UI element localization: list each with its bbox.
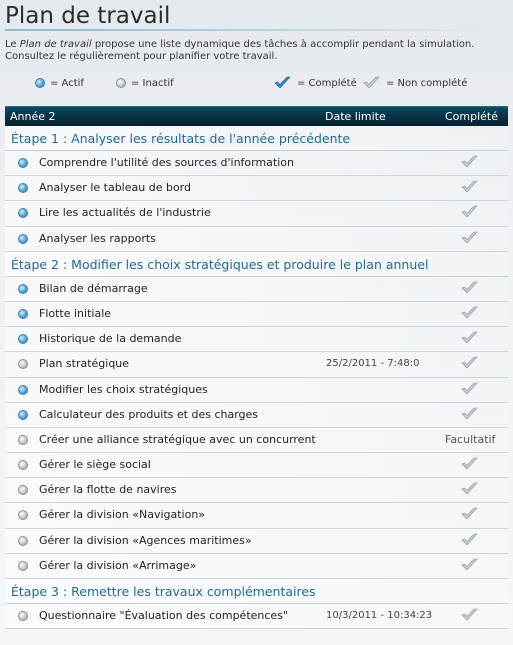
task-row[interactable] [5,554,508,579]
inactive-dot-icon [18,510,28,520]
checkmark-blue-icon [274,76,291,90]
checkmark-grey-icon [461,331,478,345]
section-step-3: Étape 3 : Remettre les travaux complémentaires [5,579,508,604]
intro-emphasis: Plan de travail [19,39,92,50]
task-deadline: 10/3/2011 - 10:34:23 [326,610,433,621]
task-row[interactable] [5,151,508,176]
header-year: Année 2 [10,110,56,123]
checkmark-grey-icon [461,205,478,219]
task-label[interactable]: Gérer la flotte de navires [39,483,177,497]
task-row[interactable] [5,327,508,352]
task-label[interactable]: Gérer le siège social [39,458,151,472]
task-list [5,126,508,629]
legend-active [35,74,84,92]
task-row[interactable] [5,201,508,226]
inactive-dot-icon [18,435,28,445]
active-dot-icon [18,158,28,168]
page-title: Plan de travail [5,3,171,29]
task-label[interactable]: Questionnaire "Évaluation des compétences" [39,609,288,622]
task-label[interactable]: Calculateur des produits et des charges [39,407,259,421]
task-label[interactable]: Analyser le tableau de bord [39,181,191,195]
task-label[interactable]: Historique de la demande [39,332,182,346]
task-label[interactable]: Flotte initiale [39,306,112,320]
legend-not-completed-label: = Non complété [386,77,468,89]
checkmark-grey-icon [461,482,478,496]
task-label[interactable]: Lire les actualités de l'industrie [39,206,211,220]
table-header [5,106,508,126]
task-row[interactable] [5,176,508,201]
inactive-dot-icon [18,359,28,369]
active-dot-icon [35,78,45,88]
inactive-dot-icon [18,485,28,495]
checkmark-grey-icon [461,180,478,194]
checkmark-grey-icon [461,507,478,521]
active-dot-icon [18,208,28,218]
task-row[interactable] [5,428,508,453]
task-row[interactable] [5,453,508,478]
header-completed: Complété [445,110,499,123]
intro-prefix: Le [5,39,20,50]
section-step-2: Étape 2 : Modifier les choix stratégiques et produire le plan annuel [5,252,508,277]
section-step-1: Étape 1 : Analyser les résultats de l'année précédente [5,126,508,151]
checkmark-grey-icon [461,231,478,245]
task-row[interactable] [5,378,508,403]
active-dot-icon [18,234,28,244]
legend-inactive [116,74,174,92]
task-label[interactable]: Gérer la division «Agences maritimes» [39,533,252,547]
task-deadline: 25/2/2011 - 7:48:0 [326,358,420,370]
active-dot-icon [18,410,28,420]
intro-suffix: propose une liste dynamique des tâches à accomplir pendant la simulation. Consultez le régulièrement pour planifier votre travail. [5,39,475,62]
checkmark-grey-icon [363,76,380,90]
checkmark-grey-icon [461,155,478,169]
task-label[interactable]: Gérer la division «Navigation» [39,508,206,522]
intro-text [5,39,505,63]
legend [0,74,513,94]
task-row[interactable] [5,403,508,428]
task-row[interactable] [5,529,508,554]
task-row[interactable] [5,352,508,377]
task-label[interactable]: Comprendre l'utilité des sources d'information [39,156,294,169]
inactive-dot-icon [116,78,126,88]
task-label[interactable]: Plan stratégique [39,357,130,371]
task-row[interactable] [5,604,508,629]
checkmark-grey-icon [461,382,478,396]
checkmark-grey-icon [461,356,478,370]
task-label[interactable]: Analyser les rapports [39,231,156,245]
active-dot-icon [18,334,28,344]
header-deadline: Date limite [325,110,386,123]
checkmark-grey-icon [461,281,478,295]
inactive-dot-icon [18,460,28,470]
checkmark-grey-icon [461,457,478,471]
task-row[interactable] [5,503,508,528]
checkmark-grey-icon [461,407,478,421]
task-row[interactable] [5,227,508,252]
task-label[interactable]: Modifier les choix stratégiques [39,382,208,396]
checkmark-grey-icon [461,533,478,547]
active-dot-icon [18,309,28,319]
active-dot-icon [18,284,28,294]
checkmark-grey-icon [461,608,478,622]
legend-inactive-label: = Inactif [131,77,174,89]
task-row[interactable] [5,277,508,302]
task-row[interactable] [5,302,508,327]
task-label[interactable]: Créer une alliance stratégique avec un concurrent [39,432,316,446]
inactive-dot-icon [18,536,28,546]
legend-active-label: = Actif [50,77,84,89]
active-dot-icon [18,385,28,395]
legend-completed-label: = Complété [297,77,357,89]
checkmark-grey-icon [461,306,478,320]
inactive-dot-icon [18,611,28,621]
checkmark-grey-icon [461,558,478,572]
task-label[interactable]: Bilan de démarrage [39,281,148,295]
optional-badge: Facultatif [445,432,496,446]
title-divider [5,29,508,31]
legend-completed [274,74,357,92]
legend-not-completed [363,74,467,92]
active-dot-icon [18,183,28,193]
task-label[interactable]: Gérer la division «Arrimage» [39,558,197,572]
inactive-dot-icon [18,561,28,571]
task-row[interactable] [5,478,508,503]
